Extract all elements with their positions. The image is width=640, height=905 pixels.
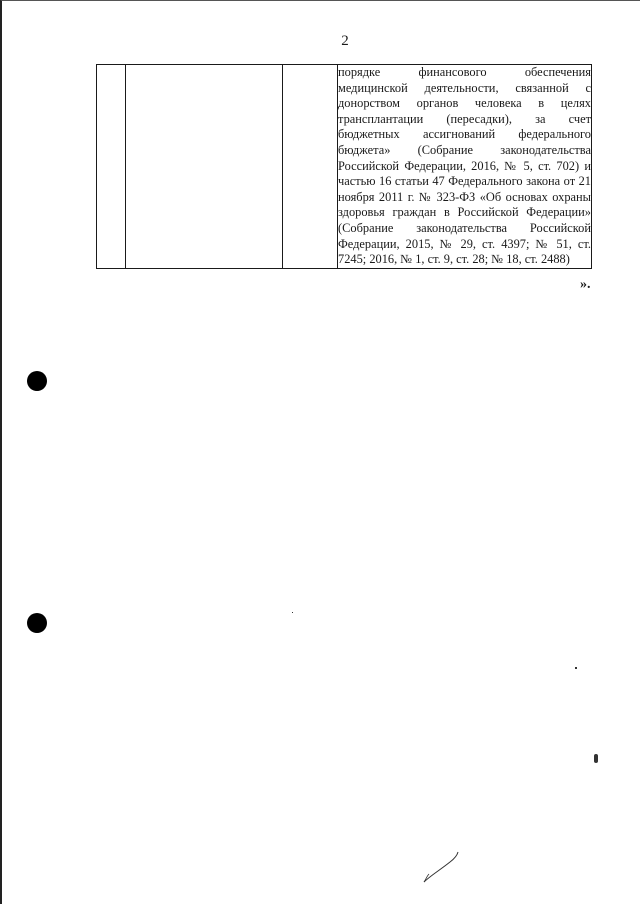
table-cell-code bbox=[283, 65, 338, 269]
punch-hole-bottom bbox=[27, 613, 47, 633]
page-number: 2 bbox=[341, 33, 349, 49]
table-cell-legal-basis: порядке финансового обеспечения медицинской деятельности, связанной с донорством органов человека в целях трансплантации (пересадки), за счет бюджетных ассигнований федерального бюджета» (Собрание законодательства Российской Федерации, 2016, № 5, ст. 702) и частью 16 статьи 47 Федерального закона от 21 ноября 2011 г. № 323-ФЗ «Об основах охраны здоровья граждан в Российской Федерации» (Собрание законодательства Российской Федерации, 2015, № 29, ст. 4397; № 51, ст. 7245; 2016, № 1, ст. 9, ст. 28; № 18, ст. 2488) bbox=[338, 65, 592, 269]
punch-hole-top bbox=[27, 371, 47, 391]
ink-speck bbox=[594, 754, 598, 763]
table-row bbox=[97, 65, 592, 269]
ink-speck bbox=[292, 612, 293, 613]
document-table bbox=[96, 64, 592, 269]
table-cell-name bbox=[126, 65, 283, 269]
table-cell-number bbox=[97, 65, 126, 269]
ink-speck bbox=[575, 667, 577, 669]
closing-quote-mark: ». bbox=[580, 277, 591, 292]
signature-mark bbox=[420, 848, 464, 888]
